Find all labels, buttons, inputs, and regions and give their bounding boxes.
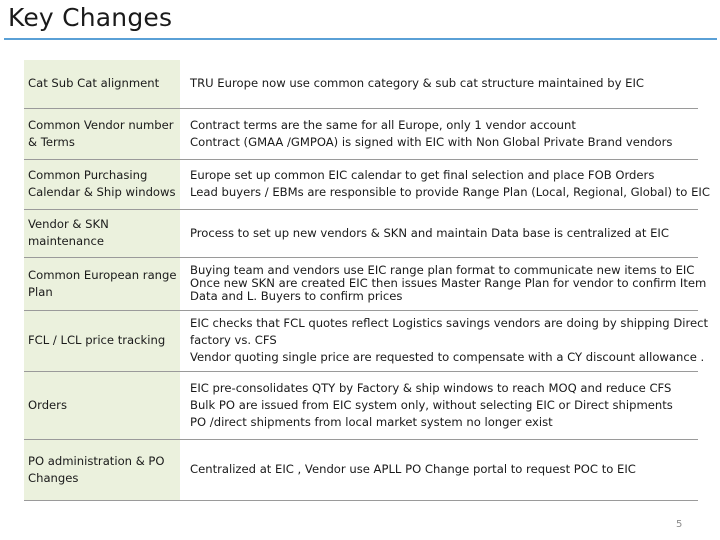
table-row	[24, 257, 698, 310]
row-description	[180, 371, 698, 439]
row-description	[180, 257, 707, 310]
description-line: TRU Europe now use common category & sub cat structure maintained by EIC	[190, 76, 644, 91]
row-description	[180, 439, 698, 500]
key-changes-table	[24, 60, 710, 501]
row-key-label: Orders	[24, 371, 180, 439]
row-description	[180, 209, 698, 257]
description-line: factory vs. CFS	[190, 333, 277, 347]
description-line: Data and L. Buyers to confirm prices	[190, 289, 403, 303]
page-title: Key Changes	[8, 3, 173, 32]
description-line: Process to set up new vendors & SKN and maintain Data base is centralized at EIC	[190, 225, 669, 240]
row-description	[180, 310, 709, 371]
row-key-label: Common Vendor number & Terms	[24, 108, 180, 159]
description-line: EIC checks that FCL quotes reflect Logistics savings vendors are doing by shipping Direct	[190, 316, 709, 330]
description-line: Centralized at EIC , Vendor use APLL PO Change portal to request POC to EIC	[190, 462, 636, 476]
description-line: Contract terms are the same for all Europe, only 1 vendor account	[190, 117, 576, 132]
page-number: 5	[676, 519, 683, 530]
row-key-label: Vendor & SKN maintenance	[24, 209, 180, 257]
row-key-label: PO administration & PO Changes	[24, 439, 180, 500]
row-key-label: Cat Sub Cat alignment	[24, 60, 180, 108]
description-line: Lead buyers / EBMs are responsible to provide Range Plan (Local, Regional, Global) to EIC	[190, 185, 710, 199]
description-line: Europe set up common EIC calendar to get final selection and place FOB Orders	[190, 168, 655, 182]
row-description	[180, 60, 698, 108]
description-line: Buying team and vendors use EIC range plan format to communicate new items to EIC	[190, 263, 695, 277]
row-key-label: Common Purchasing Calendar & Ship windows	[24, 159, 180, 209]
title-divider	[4, 38, 717, 40]
row-description	[180, 108, 698, 159]
table-row	[24, 108, 698, 159]
row-description	[180, 159, 710, 209]
description-line: Vendor quoting single price are requested to compensate with a CY discount allowance .	[190, 350, 705, 364]
table-row	[24, 439, 698, 500]
table-row	[24, 371, 698, 439]
table-row	[24, 209, 698, 257]
table-row	[24, 310, 698, 371]
table-row	[24, 159, 698, 209]
description-line: Once new SKN are created EIC then issues Master Range Plan for vendor to confirm Item	[190, 276, 707, 290]
table-row	[24, 60, 698, 108]
description-line: PO /direct shipments from local market system no longer exist	[190, 414, 553, 429]
row-key-label: FCL / LCL price tracking	[24, 310, 180, 371]
description-line: Contract (GMAA /GMPOA) is signed with EIC with Non Global Private Brand vendors	[190, 134, 673, 149]
description-line: Bulk PO are issued from EIC system only, without selecting EIC or Direct shipments	[190, 397, 673, 412]
description-line: EIC pre-consolidates QTY by Factory & ship windows to reach MOQ and reduce CFS	[190, 380, 672, 395]
row-key-label: Common European range Plan	[24, 257, 180, 310]
